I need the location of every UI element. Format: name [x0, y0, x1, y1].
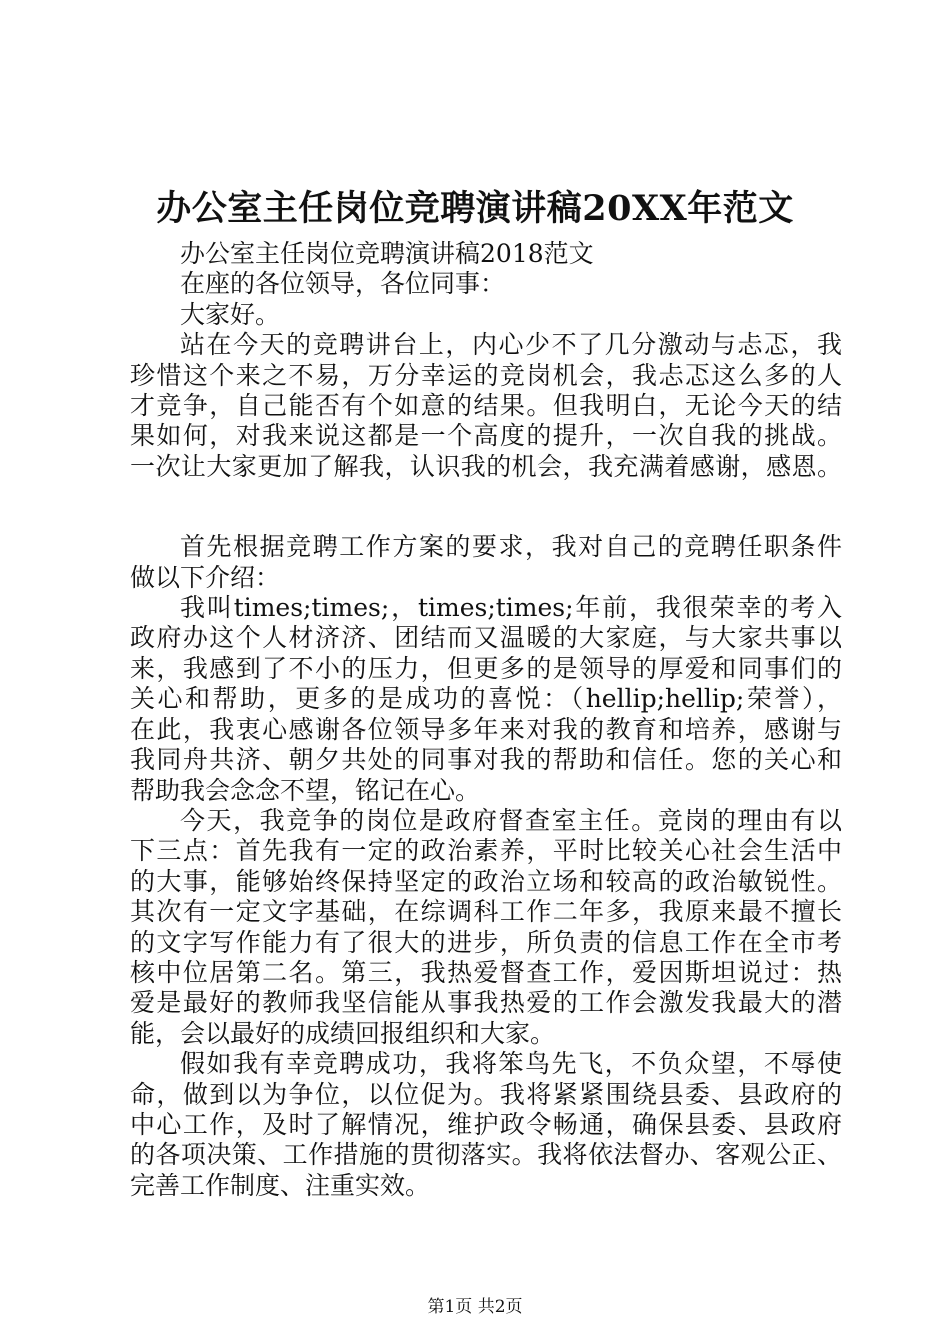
paragraph-spacer: [130, 482, 842, 532]
paragraph-line: 今天，我竞争的岗位是政府督查室主任。竞岗的理由有以: [180, 805, 842, 835]
paragraph-line: 珍惜这个来之不易，万分幸运的竞岗机会，我忐忑这么多的人: [130, 360, 842, 390]
paragraph-line: 我叫times;times;，times;times;年前，我很荣幸的考入: [180, 593, 842, 623]
paragraph-line: 下三点：首先我有一定的政治素养，平时比较关心社会生活中: [130, 836, 842, 866]
paragraph-line: 的各项决策、工作措施的贯彻落实。我将依法督办、客观公正、: [130, 1140, 842, 1170]
page-footer: 第1页 共2页: [427, 1297, 523, 1317]
paragraph-line: 命，做到以为争位，以位促为。我将紧紧围绕县委、县政府的: [130, 1079, 842, 1109]
subtitle-line: 办公室主任岗位竞聘演讲稿2018范文: [180, 239, 594, 268]
paragraph-line: 我同舟共济、朝夕共处的同事对我的帮助和信任。您的关心和: [130, 745, 842, 775]
paragraph-line: 关心和帮助，更多的是成功的喜悦：（hellip;hellip;荣誉），: [130, 684, 842, 714]
paragraph-line: 其次有一定文字基础，在综调科工作二年多，我原来最不擅长: [130, 897, 842, 927]
document-body: [130, 239, 842, 1201]
paragraph-line: 果如何，对我来说这都是一个高度的提升，一次自我的挑战。: [130, 421, 842, 451]
paragraph-line: 能，会以最好的成绩回报组织和大家。: [130, 1018, 556, 1048]
paragraph-line: 中心工作，及时了解情况，维护政令畅通，确保县委、县政府: [130, 1109, 842, 1139]
paragraph-line: 爱是最好的教师我坚信能从事我热爱的工作会激发我最大的潜: [130, 988, 842, 1018]
paragraph-line: 在此，我衷心感谢各位领导多年来对我的教育和培养，感谢与: [130, 714, 842, 744]
paragraph-line: 的文字写作能力有了很大的进步，所负责的信息工作在全市考: [130, 927, 842, 957]
document-title: 办公室主任岗位竞聘演讲稿20XX年范文: [156, 188, 794, 229]
paragraph-line: 首先根据竞聘工作方案的要求，我对自己的竞聘任职条件: [180, 532, 842, 562]
paragraph-line: 核中位居第二名。第三，我热爱督查工作，爱因斯坦说过：热: [130, 957, 842, 987]
paragraph-line: 的大事，能够始终保持坚定的政治立场和较高的政治敏锐性。: [130, 866, 842, 896]
greeting-line: 在座的各位领导，各位同事：: [180, 269, 506, 299]
paragraph-line: 政府办这个人材济济、团结而又温暖的大家庭，与大家共事以: [130, 623, 842, 653]
paragraph-line: 来，我感到了不小的压力，但更多的是领导的厚爱和同事们的: [130, 653, 842, 683]
paragraph-line: 站在今天的竞聘讲台上，内心少不了几分激动与忐忑，我: [180, 330, 842, 360]
paragraph-line: 帮助我会念念不望，铭记在心。: [130, 775, 481, 805]
paragraph-line: 才竞争，自己能否有个如意的结果。但我明白，无论今天的结: [130, 391, 842, 421]
paragraph-line: 做以下介绍：: [130, 562, 281, 592]
paragraph-line: 假如我有幸竞聘成功，我将笨鸟先飞，不负众望，不辱使: [180, 1049, 842, 1079]
paragraph-line: 一次让大家更加了解我，认识我的机会，我充满着感谢，感恩。: [130, 451, 842, 481]
paragraph-line: 完善工作制度、注重实效。: [130, 1170, 431, 1200]
greeting-line: 大家好。: [180, 299, 281, 329]
